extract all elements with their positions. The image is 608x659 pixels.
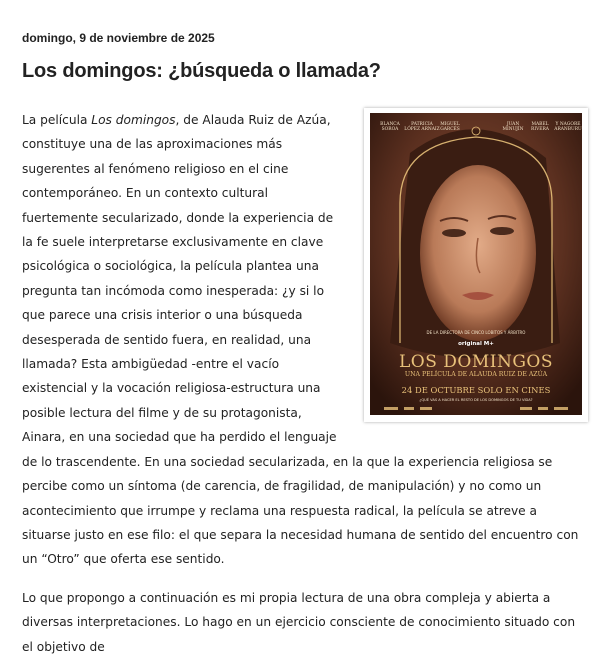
poster-release: 24 DE OCTUBRE SOLO EN CINES: [401, 385, 551, 395]
post-paragraph: Lo que propongo a continuación es mi propia lectura de una obra compleja y abierta a diversas interpretaciones. Lo hago en un ejercicio consciente de conocimiento situado con el objetivo de: [22, 590, 576, 654]
post-date: domingo, 9 de noviembre de 2025: [22, 31, 215, 45]
cast-name: Y NAGORE: [555, 122, 581, 127]
paragraph-text: La película: [22, 113, 92, 127]
cast-name: ARANBURU: [554, 127, 582, 132]
cast-name: PATRICIA: [411, 122, 433, 127]
cast-name: SOROA: [381, 127, 399, 132]
cast-name: BLANCA: [380, 122, 400, 127]
poster-badge: original M+: [458, 341, 494, 347]
poster-subtitle: UNA PELÍCULA DE ALAUDA RUIZ DE AZÚA: [404, 371, 548, 378]
cast-name: JUAN: [506, 122, 520, 127]
movie-poster-image[interactable]: [370, 113, 582, 415]
cast-name: MABEL: [531, 122, 549, 127]
paragraph-text: , de Alauda Ruiz de Azúa, constituye una de las aproximaciones más sugerentes al fenómeno religioso en el cine contemporáneo. En un contexto cultural fuertemente secularizado, donde la experiencia de la fe suele interpretarse exclusivamente en clave psicológica o sociológica, la película plantea una pregunta tan incómoda como inesperada: ¿y si lo que parece una crisis interior o una búsqueda desesperada de sentido fuera, en realidad, una llamada? Esta ambigüedad -entre el vacío existencial y la vocación religiosa-estructura una posible lectura del filme y de su protagonista, Ainara, en una sociedad que ha perdido el lenguaje de lo trascendente. En una sociedad secularizada, en la que la experiencia religiosa se percibe como un síntoma (de carencia, de fragilidad, de manipulación) y no como un acontecimiento que irrumpe y reclama una respuesta radical, la película se atreve a situarse justo en ese filo: el que separa la necesidad humana de sentido del encuentro con un “Otro” que oferta ese sentido.: [22, 113, 579, 567]
cast-name: GARCÉS: [440, 127, 460, 132]
cast-name: RIVERA: [531, 127, 549, 132]
cast-name: MINUJÍN: [502, 127, 524, 132]
cast-name: LÓPEZ ARNAIZ: [404, 127, 440, 132]
poster-figure[interactable]: [364, 108, 588, 422]
film-title-italic: Los domingos: [91, 113, 176, 127]
poster-title: LOS DOMINGOS: [398, 352, 554, 372]
post-title[interactable]: Los domingos: ¿búsqueda o llamada?: [22, 60, 381, 82]
poster-tagline: ¿QUÉ VAS A HACER EL RESTO DE LOS DOMINGOS DE TU VIDA?: [419, 398, 533, 402]
cast-name: MIGUEL: [440, 122, 460, 127]
poster-credit-line: DE LA DIRECTORA DE CINCO LOBITOS Y ÁRBITRO: [426, 330, 526, 335]
post-body: [22, 108, 588, 659]
